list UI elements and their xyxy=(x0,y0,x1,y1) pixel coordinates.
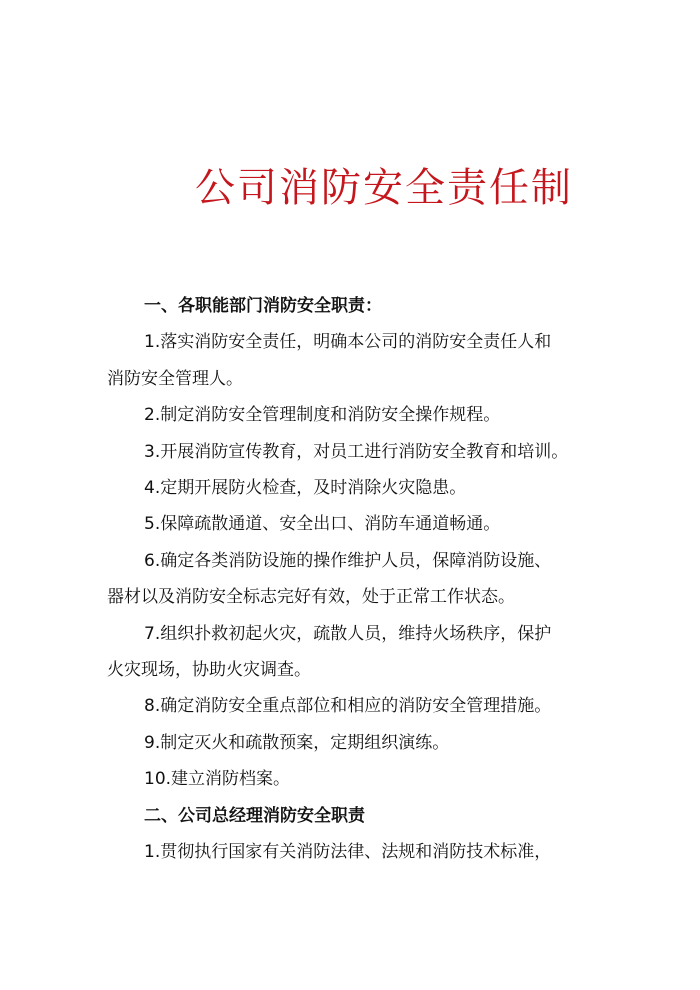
section-heading: 二、公司总经理消防安全职责 xyxy=(144,805,365,826)
body-line: 5.保障疏散通道、安全出口、消防车通道畅通。 xyxy=(144,514,501,535)
body-line: 火灾现场，协助火灾调查。 xyxy=(107,660,311,681)
body-line: 7.组织扑救初起火灾，疏散人员，维持火场秩序，保护 xyxy=(144,623,552,644)
document-body xyxy=(107,288,607,871)
section-heading: 一、各职能部门消防安全职责： xyxy=(144,296,382,316)
body-line: 1.贯彻执行国家有关消防法律、法规和消防技术标准， xyxy=(144,842,552,863)
body-line: 2.制定消防安全管理制度和消防安全操作规程。 xyxy=(144,405,501,426)
body-line: 3.开展消防宣传教育，对员工进行消防安全教育和培训。 xyxy=(144,441,569,462)
body-line: 4.定期开展防火检查，及时消除火灾隐患。 xyxy=(144,478,467,499)
body-line: 9.制定灭火和疏散预案，定期组织演练。 xyxy=(144,732,450,753)
document-title: 公司消防安全责任制 xyxy=(195,165,573,211)
body-line: 1.落实消防安全责任，明确本公司的消防安全责任人和 xyxy=(144,332,552,353)
body-line: 器材以及消防安全标志完好有效，处于正常工作状态。 xyxy=(107,587,515,608)
body-line: 消防安全管理人。 xyxy=(107,368,243,389)
body-line: 10.建立消防档案。 xyxy=(144,769,291,790)
body-line: 6.确定各类消防设施的操作维护人员，保障消防设施、 xyxy=(144,550,552,571)
body-line: 8.确定消防安全重点部位和相应的消防安全管理措施。 xyxy=(144,696,552,717)
